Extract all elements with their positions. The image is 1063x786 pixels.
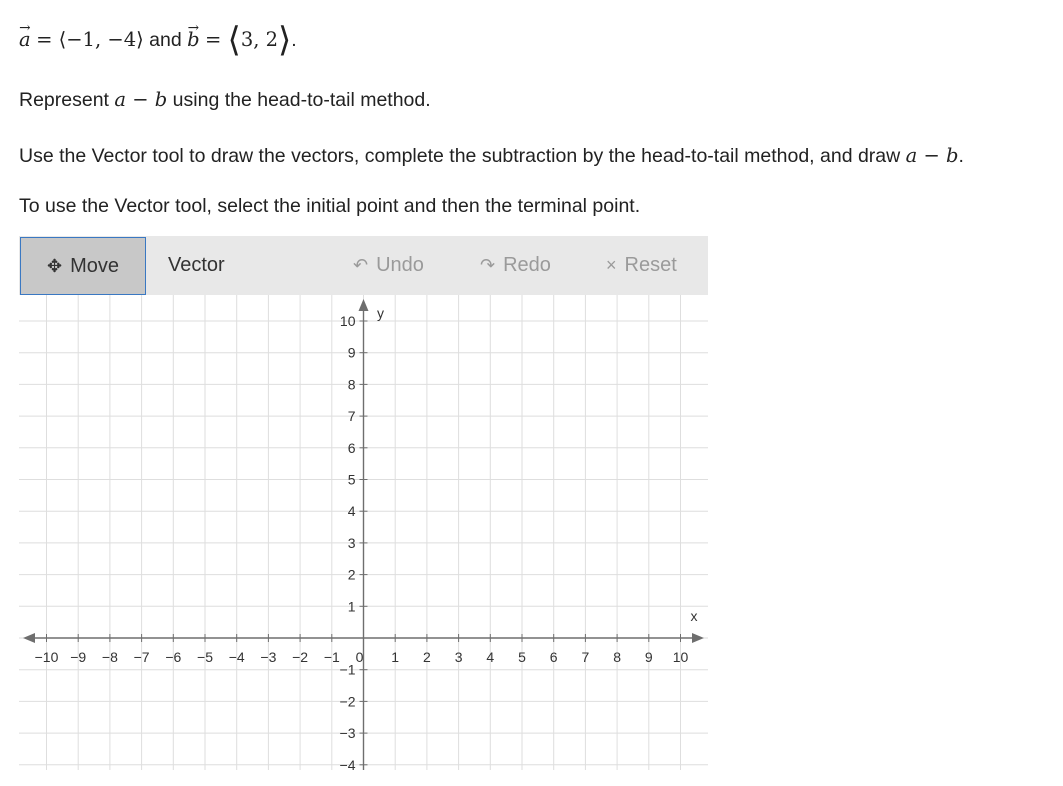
represent-instruction bbox=[19, 88, 431, 112]
x-tick-label: 9 bbox=[644, 649, 653, 665]
y-tick-label: −2 bbox=[339, 693, 356, 710]
x-tick-label: 0 bbox=[355, 649, 364, 665]
x-tick-label: 1 bbox=[391, 649, 400, 665]
y-tick-label: 6 bbox=[347, 439, 356, 456]
y-tick-label: 7 bbox=[347, 408, 356, 425]
vector-button[interactable] bbox=[168, 236, 225, 295]
use-period: . bbox=[958, 145, 964, 167]
vector-a-value: = ⟨−1, −4⟩ bbox=[36, 28, 144, 51]
coordinate-plane-svg[interactable] bbox=[19, 295, 708, 770]
x-tick-label: −9 bbox=[70, 649, 87, 665]
move-label: Move bbox=[70, 255, 119, 277]
y-tick-label: 10 bbox=[339, 313, 356, 329]
a-minus-b-math: a − b bbox=[114, 88, 168, 111]
x-tick-label: 2 bbox=[423, 649, 431, 665]
x-axis-right-arrow-icon bbox=[692, 633, 704, 643]
a-minus-b-math-2: a − b bbox=[905, 144, 959, 167]
and-text: and bbox=[149, 29, 182, 51]
x-tick-label: −10 bbox=[34, 649, 59, 665]
vector-label: Vector bbox=[168, 254, 225, 276]
represent-pre-text: Represent bbox=[19, 89, 109, 111]
vector-b-symbol: → b bbox=[187, 28, 199, 51]
y-tick-label: −1 bbox=[339, 661, 356, 678]
tool-instructions: To use the Vector tool, select the initial point and then the terminal point. bbox=[19, 195, 641, 217]
move-button[interactable] bbox=[20, 237, 146, 295]
move-arrows-icon: ✥ bbox=[47, 256, 63, 276]
undo-button[interactable] bbox=[353, 236, 424, 295]
y-tick-label: 5 bbox=[347, 471, 356, 488]
x-tick-label: −5 bbox=[197, 649, 213, 665]
undo-arrow-icon: ↶ bbox=[353, 255, 369, 275]
vector-a-symbol: → a bbox=[19, 28, 31, 51]
x-tick-label: −6 bbox=[165, 649, 182, 665]
y-tick-label: 1 bbox=[347, 598, 356, 615]
y-tick-label: 8 bbox=[347, 376, 356, 393]
x-tick-label: −7 bbox=[133, 649, 150, 665]
x-tick-label: −3 bbox=[260, 649, 277, 665]
x-tick-label: −8 bbox=[101, 649, 118, 665]
x-axis-label: x bbox=[690, 608, 698, 624]
use-vector-tool-instruction bbox=[19, 144, 964, 168]
x-tick-label: 8 bbox=[613, 649, 621, 665]
x-axis-left-arrow-icon bbox=[23, 633, 35, 643]
redo-button[interactable] bbox=[480, 236, 551, 295]
graph-toolbar bbox=[19, 236, 708, 295]
reset-label: Reset bbox=[624, 254, 677, 276]
y-tick-label: 2 bbox=[347, 566, 356, 583]
x-tick-label: −4 bbox=[228, 649, 245, 665]
x-tick-label: −1 bbox=[323, 649, 340, 665]
x-tick-label: −2 bbox=[292, 649, 309, 665]
redo-arrow-icon: ↷ bbox=[480, 255, 496, 275]
vector-b-equals: = bbox=[205, 28, 228, 51]
y-tick-label: 3 bbox=[347, 534, 356, 551]
x-tick-label: 7 bbox=[581, 649, 590, 665]
y-axis-label: y bbox=[377, 305, 384, 321]
x-tick-label: 10 bbox=[672, 649, 689, 665]
y-tick-label: 4 bbox=[347, 503, 356, 520]
x-tick-label: 5 bbox=[518, 649, 526, 665]
coordinate-plane[interactable] bbox=[19, 295, 708, 770]
vector-b-value: 3, 2 bbox=[240, 28, 279, 51]
use-text: Use the Vector tool to draw the vectors, complete the subtraction by the head-to-tail method, and draw bbox=[19, 145, 901, 167]
y-tick-label: 9 bbox=[347, 344, 356, 361]
y-axis-up-arrow-icon bbox=[359, 299, 369, 311]
redo-label: Redo bbox=[503, 254, 551, 276]
reset-button[interactable] bbox=[606, 236, 677, 295]
left-angle-bracket: ⟨ bbox=[227, 20, 241, 60]
vectors-definition bbox=[19, 20, 297, 60]
x-icon: × bbox=[606, 255, 617, 275]
represent-post-text: using the head-to-tail method. bbox=[172, 89, 431, 111]
x-tick-label: 4 bbox=[486, 649, 495, 665]
x-tick-label: 6 bbox=[549, 649, 558, 665]
y-tick-label: −4 bbox=[339, 756, 356, 770]
undo-label: Undo bbox=[376, 254, 424, 276]
y-tick-label: −3 bbox=[339, 725, 356, 742]
right-angle-bracket: ⟩ bbox=[278, 20, 292, 60]
x-tick-label: 3 bbox=[454, 649, 463, 665]
period: . bbox=[291, 29, 297, 51]
